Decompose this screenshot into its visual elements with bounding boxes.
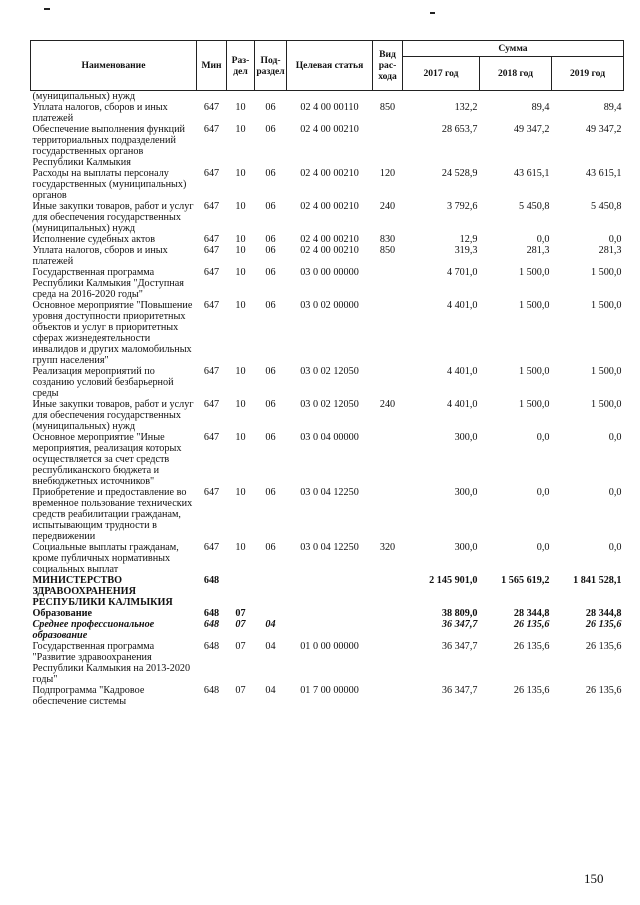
table-row	[31, 608, 624, 619]
cell-expense-type	[373, 641, 403, 685]
table-row	[31, 124, 624, 168]
cell-ministry: 647	[203, 245, 220, 256]
cell-sum-2017: 319,3	[454, 245, 478, 256]
cell-ministry: 647	[203, 201, 220, 212]
cell-ministry: 648	[203, 641, 220, 652]
cell-sum-2019: 1 841 528,1	[573, 575, 622, 586]
cell-subsection: 06	[265, 201, 276, 212]
cell-name: Реализация мероприятий по созданию условий безбарьерной среды	[32, 366, 174, 399]
cell-sum-2017: 36 347,7	[441, 685, 478, 696]
cell-subsection: 04	[265, 619, 276, 630]
cell-target-article	[287, 619, 373, 641]
cell-sum-2018: 89,4	[531, 102, 550, 113]
table-row	[31, 575, 624, 608]
cell-expense-type: 320	[379, 542, 396, 553]
cell-name: Государственная программа "Развитие здравоохранения Республики Калмыкия на 2013-2020 годы"	[32, 641, 191, 685]
cell-sum-2017: 36 347,7	[441, 619, 478, 630]
cell-sum-2017: 4 401,0	[446, 366, 478, 377]
cell-ministry: 647	[203, 267, 220, 278]
cell-sum-2019: 1 500,0	[590, 399, 622, 410]
cell-sum-2017: 36 347,7	[441, 641, 478, 652]
cell-name: Исполнение судебных актов	[32, 234, 156, 245]
cell-section: 10	[235, 124, 246, 135]
cell-sum-2019: 0,0	[608, 432, 622, 443]
cell-sum-2018: 1 500,0	[518, 267, 550, 278]
cell-name: Образование	[32, 608, 93, 619]
cell-ministry: 648	[203, 575, 220, 586]
cell-target-article: 02 4 00 00210	[300, 201, 359, 212]
cell-subsection: 06	[265, 234, 276, 245]
cell-sum-2019: 0,0	[608, 234, 622, 245]
table-row	[31, 201, 624, 234]
cell-sum-2017: 12,9	[459, 234, 478, 245]
cell-subsection: 06	[265, 487, 276, 498]
cell-target-article	[287, 575, 373, 608]
col-header-section: Раз-дел	[227, 41, 255, 91]
cell-target-article: 02 4 00 00110	[300, 102, 359, 113]
table-row	[31, 91, 624, 103]
cell-target-article: 03 0 02 00000	[300, 300, 359, 311]
cell-sum-2019: 0,0	[608, 487, 622, 498]
cell-expense-type: 850	[379, 102, 396, 113]
cell-expense-type	[373, 300, 403, 366]
cell-subsection	[255, 608, 287, 619]
table-body	[31, 91, 624, 708]
cell-sum-2018: 281,3	[526, 245, 550, 256]
cell-sum-2017: 4 401,0	[446, 399, 478, 410]
cell-sum-2019: 26 135,6	[585, 641, 622, 652]
cell-expense-type	[373, 575, 403, 608]
col-header-expense-type: Вид рас-хода	[373, 41, 403, 91]
cell-section	[227, 575, 255, 608]
cell-sum-2019: 1 500,0	[590, 366, 622, 377]
col-header-subsection: Под-раздел	[255, 41, 287, 91]
cell-section: 10	[235, 487, 246, 498]
cell-sum-2017: 300,0	[454, 542, 478, 553]
cell-sum-2018: 1 565 619,2	[501, 575, 550, 586]
cell-expense-type	[373, 267, 403, 300]
cell-sum-2019: 5 450,8	[590, 201, 622, 212]
cell-subsection: 06	[265, 300, 276, 311]
table-row	[31, 432, 624, 487]
cell-sum-2019: 281,3	[598, 245, 622, 256]
cell-name: Подпрограмма "Кадровое обеспечение системы	[32, 685, 145, 707]
cell-name: Расходы на выплаты персоналу государственных (муниципальных) органов	[32, 168, 187, 201]
cell-sum-2017: 24 528,9	[441, 168, 478, 179]
cell-sum-2018: 1 500,0	[518, 399, 550, 410]
cell-sum-2018: 0,0	[536, 234, 550, 245]
cell-section: 10	[235, 399, 246, 410]
table-row	[31, 685, 624, 707]
table-row	[31, 641, 624, 685]
cell-sum-2018: 26 135,6	[513, 619, 550, 630]
cell-sum-2018: 0,0	[536, 487, 550, 498]
cell-expense-type	[373, 619, 403, 641]
table-row	[31, 234, 624, 245]
cell-name: Основное мероприятие "Повышение уровня доступности приоритетных объектов и услуг в приоритетных сферах жизнедеятельности инвалидов и других маломобильных групп населения"	[32, 300, 193, 366]
cell-ministry: 648	[203, 619, 220, 630]
cell-target-article: 02 4 00 00210	[300, 234, 359, 245]
cell-section: 10	[235, 245, 246, 256]
cell-sum-2018: 43 615,1	[513, 168, 550, 179]
cell-expense-type: 120	[379, 168, 396, 179]
col-header-ministry: Мин	[197, 41, 227, 91]
col-header-year-2017: 2017 год	[403, 57, 480, 91]
cell-section: 10	[235, 267, 246, 278]
cell-ministry: 648	[203, 685, 220, 696]
col-header-year-2019: 2019 год	[552, 57, 624, 91]
cell-ministry: 647	[203, 168, 220, 179]
cell-name: Иные закупки товаров, работ и услуг для обеспечения государственных (муниципальных) нужд	[32, 201, 194, 234]
cell-sum-2018: 0,0	[536, 432, 550, 443]
cell-target-article	[287, 91, 373, 103]
cell-section: 10	[235, 201, 246, 212]
cell-expense-type: 240	[379, 399, 396, 410]
cell-section: 10	[235, 432, 246, 443]
cell-subsection: 06	[265, 267, 276, 278]
cell-sum-2017: 300,0	[454, 487, 478, 498]
cell-sum-2018: 28 344,8	[513, 608, 550, 619]
cell-subsection: 06	[265, 102, 276, 113]
cell-sum-2017	[403, 91, 480, 103]
cell-sum-2017: 4 401,0	[446, 300, 478, 311]
cell-expense-type	[373, 608, 403, 619]
cell-expense-type	[373, 366, 403, 399]
cell-sum-2019: 89,4	[603, 102, 622, 113]
cell-sum-2017: 4 701,0	[446, 267, 478, 278]
cell-sum-2019: 26 135,6	[585, 685, 622, 696]
cell-section: 07	[235, 641, 246, 652]
cell-sum-2018: 26 135,6	[513, 641, 550, 652]
cell-target-article: 02 4 00 00210	[300, 245, 359, 256]
cell-sum-2017: 3 792,6	[446, 201, 478, 212]
cell-target-article: 03 0 02 12050	[300, 366, 359, 377]
cell-sum-2019	[552, 91, 624, 103]
cell-ministry	[197, 91, 227, 103]
col-header-name: Наименование	[31, 41, 197, 91]
table-row	[31, 245, 624, 267]
scan-mark-right	[430, 12, 435, 14]
cell-name: Уплата налогов, сборов и иных платежей	[32, 245, 168, 267]
cell-name: Государственная программа Республики Калмыкия "Доступная среда на 2016-2020 годы"	[32, 267, 184, 300]
cell-target-article: 02 4 00 00210	[300, 124, 359, 135]
cell-ministry: 647	[203, 542, 220, 553]
budget-table	[30, 40, 624, 707]
cell-subsection	[255, 91, 287, 103]
cell-target-article: 03 0 00 00000	[300, 267, 359, 278]
cell-sum-2018: 26 135,6	[513, 685, 550, 696]
cell-sum-2017: 132,2	[454, 102, 478, 113]
cell-name: Обеспечение выполнения функций территориальных подразделений государственных органов Республики Калмыкия	[32, 124, 185, 168]
cell-sum-2018: 1 500,0	[518, 366, 550, 377]
cell-target-article: 03 0 04 12250	[300, 487, 359, 498]
cell-subsection: 06	[265, 168, 276, 179]
cell-expense-type: 240	[379, 201, 396, 212]
scan-mark-left	[44, 8, 50, 10]
cell-ministry: 647	[203, 399, 220, 410]
cell-name: Социальные выплаты гражданам, кроме публичных нормативных социальных выплат	[32, 542, 179, 575]
cell-name: (муниципальных) нужд	[32, 91, 135, 102]
cell-section	[227, 91, 255, 103]
cell-sum-2019: 43 615,1	[585, 168, 622, 179]
cell-name: Среднее профессиональное образование	[32, 619, 155, 641]
cell-sum-2018: 0,0	[536, 542, 550, 553]
table-row	[31, 168, 624, 201]
cell-ministry: 648	[203, 608, 220, 619]
cell-section: 10	[235, 300, 246, 311]
cell-ministry: 647	[203, 234, 220, 245]
cell-subsection	[255, 575, 287, 608]
table-row	[31, 487, 624, 542]
cell-expense-type	[373, 432, 403, 487]
cell-target-article: 03 0 04 12250	[300, 542, 359, 553]
cell-ministry: 647	[203, 366, 220, 377]
cell-ministry: 647	[203, 300, 220, 311]
cell-ministry: 647	[203, 432, 220, 443]
cell-expense-type	[373, 487, 403, 542]
cell-sum-2019: 26 135,6	[585, 619, 622, 630]
cell-sum-2017: 38 809,0	[441, 608, 478, 619]
cell-target-article: 02 4 00 00210	[300, 168, 359, 179]
cell-sum-2019: 28 344,8	[585, 608, 622, 619]
cell-sum-2018	[480, 91, 552, 103]
cell-target-article: 01 0 00 00000	[300, 641, 359, 652]
cell-subsection: 06	[265, 366, 276, 377]
cell-sum-2019: 1 500,0	[590, 267, 622, 278]
cell-section: 07	[235, 685, 246, 696]
cell-sum-2018: 1 500,0	[518, 300, 550, 311]
table-row	[31, 542, 624, 575]
cell-subsection: 06	[265, 399, 276, 410]
cell-subsection: 06	[265, 432, 276, 443]
cell-target-article	[287, 608, 373, 619]
cell-ministry: 647	[203, 487, 220, 498]
cell-section: 07	[235, 619, 246, 630]
cell-section: 10	[235, 366, 246, 377]
table-row	[31, 267, 624, 300]
table-row	[31, 619, 624, 641]
cell-name: МИНИСТЕРСТВО ЗДРАВООХРАНЕНИЯ РЕСПУБЛИКИ КАЛМЫКИЯ	[32, 575, 173, 608]
cell-ministry: 647	[203, 102, 220, 113]
cell-sum-2019: 0,0	[608, 542, 622, 553]
cell-name: Приобретение и предоставление во временное пользование технических средств реабилитации гражданам, испытывающим трудности в передвижении	[32, 487, 193, 542]
cell-expense-type: 850	[379, 245, 396, 256]
cell-section: 10	[235, 168, 246, 179]
cell-target-article: 01 7 00 00000	[300, 685, 359, 696]
cell-expense-type: 830	[379, 234, 396, 245]
cell-name: Основное мероприятие "Иные мероприятия, реализация которых осуществляется за счет средств республиканского бюджета и внебюджетных источников"	[32, 432, 182, 487]
table-row	[31, 300, 624, 366]
cell-section: 10	[235, 542, 246, 553]
cell-subsection: 06	[265, 542, 276, 553]
cell-sum-2019: 49 347,2	[585, 124, 622, 135]
cell-target-article: 03 0 04 00000	[300, 432, 359, 443]
cell-sum-2017: 28 653,7	[441, 124, 478, 135]
cell-name: Уплата налогов, сборов и иных платежей	[32, 102, 168, 124]
cell-subsection: 04	[265, 641, 276, 652]
table-row	[31, 366, 624, 399]
cell-expense-type	[373, 685, 403, 707]
cell-ministry: 647	[203, 124, 220, 135]
table-row	[31, 102, 624, 124]
page-number: 150	[584, 871, 604, 886]
col-header-target-article: Целевая статья	[287, 41, 373, 91]
cell-section: 10	[235, 102, 246, 113]
cell-section: 10	[235, 234, 246, 245]
cell-subsection: 04	[265, 685, 276, 696]
cell-sum-2017: 300,0	[454, 432, 478, 443]
cell-sum-2018: 49 347,2	[513, 124, 550, 135]
cell-expense-type	[373, 124, 403, 168]
cell-sum-2018: 5 450,8	[518, 201, 550, 212]
cell-name: Иные закупки товаров, работ и услуг для обеспечения государственных (муниципальных) нужд	[32, 399, 194, 432]
cell-sum-2019: 1 500,0	[590, 300, 622, 311]
cell-expense-type	[373, 91, 403, 103]
cell-section: 07	[235, 608, 246, 619]
table-row	[31, 399, 624, 432]
col-header-sum: Сумма	[403, 41, 624, 57]
cell-target-article: 03 0 02 12050	[300, 399, 359, 410]
col-header-year-2018: 2018 год	[480, 57, 552, 91]
cell-subsection: 06	[265, 124, 276, 135]
cell-sum-2017: 2 145 901,0	[429, 575, 478, 586]
cell-subsection: 06	[265, 245, 276, 256]
